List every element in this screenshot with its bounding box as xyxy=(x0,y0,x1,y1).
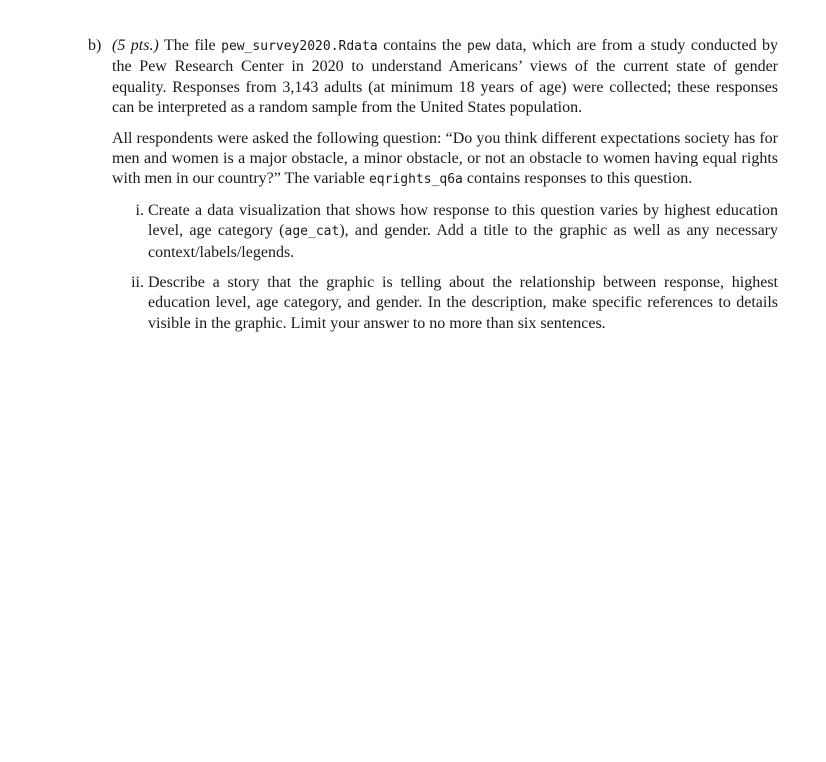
sub-question-i xyxy=(135,201,778,263)
intro-text-2: contains the xyxy=(383,37,462,54)
intro-text-1: The file xyxy=(163,37,216,54)
dataset-name: pew xyxy=(466,39,491,54)
intro-paragraph xyxy=(112,36,778,119)
variable-name: eqrights_q6a xyxy=(368,172,463,188)
sub-question-ii xyxy=(131,273,778,334)
problem-part-b xyxy=(88,36,778,334)
sub-question-label: ii. xyxy=(131,274,144,292)
age-cat-variable: age_cat xyxy=(284,224,340,240)
intro-text-3: data, which are from a study conducted by the Pew Research Center in 2020 to understand Americans’ views of the current state of gender equality. Responses from 3,143 adults (at minimum 18 years of age) were collected; these responses can be interpreted as a random sample from the United States population. xyxy=(112,37,779,117)
sub-question-label: i. xyxy=(135,201,144,219)
sub-question-text xyxy=(148,201,778,263)
part-label: b) xyxy=(88,37,102,54)
file-name: pew_survey2020.Rdata xyxy=(221,39,378,54)
sub-question-text: Describe a story that the graphic is telling about the relationship between response, highest education level, age category, and gender. In the description, make specific references to details visible in the graphic. Limit your answer to no more than six sentences. xyxy=(148,274,778,332)
points-label: (5 pts.) xyxy=(112,37,159,54)
item-i-text-2: ), and gender. Add a title to the graphic as well as any necessary context/labels/legends. xyxy=(148,222,778,261)
question-text-2: contains responses to this question. xyxy=(466,170,693,188)
question-paragraph xyxy=(112,129,778,191)
item-i-text-1: Create a data visualization that shows how response to this question varies by highest education level, age category ( xyxy=(148,201,778,240)
problem-page xyxy=(88,36,778,334)
question-text-1: All respondents were asked the following question: “Do you think different expectations society has for men and women is a major obstacle, a minor obstacle, or not an obstacle to women having equal rights with men in our country?” The variable xyxy=(112,129,778,188)
sub-question-list xyxy=(112,201,778,334)
